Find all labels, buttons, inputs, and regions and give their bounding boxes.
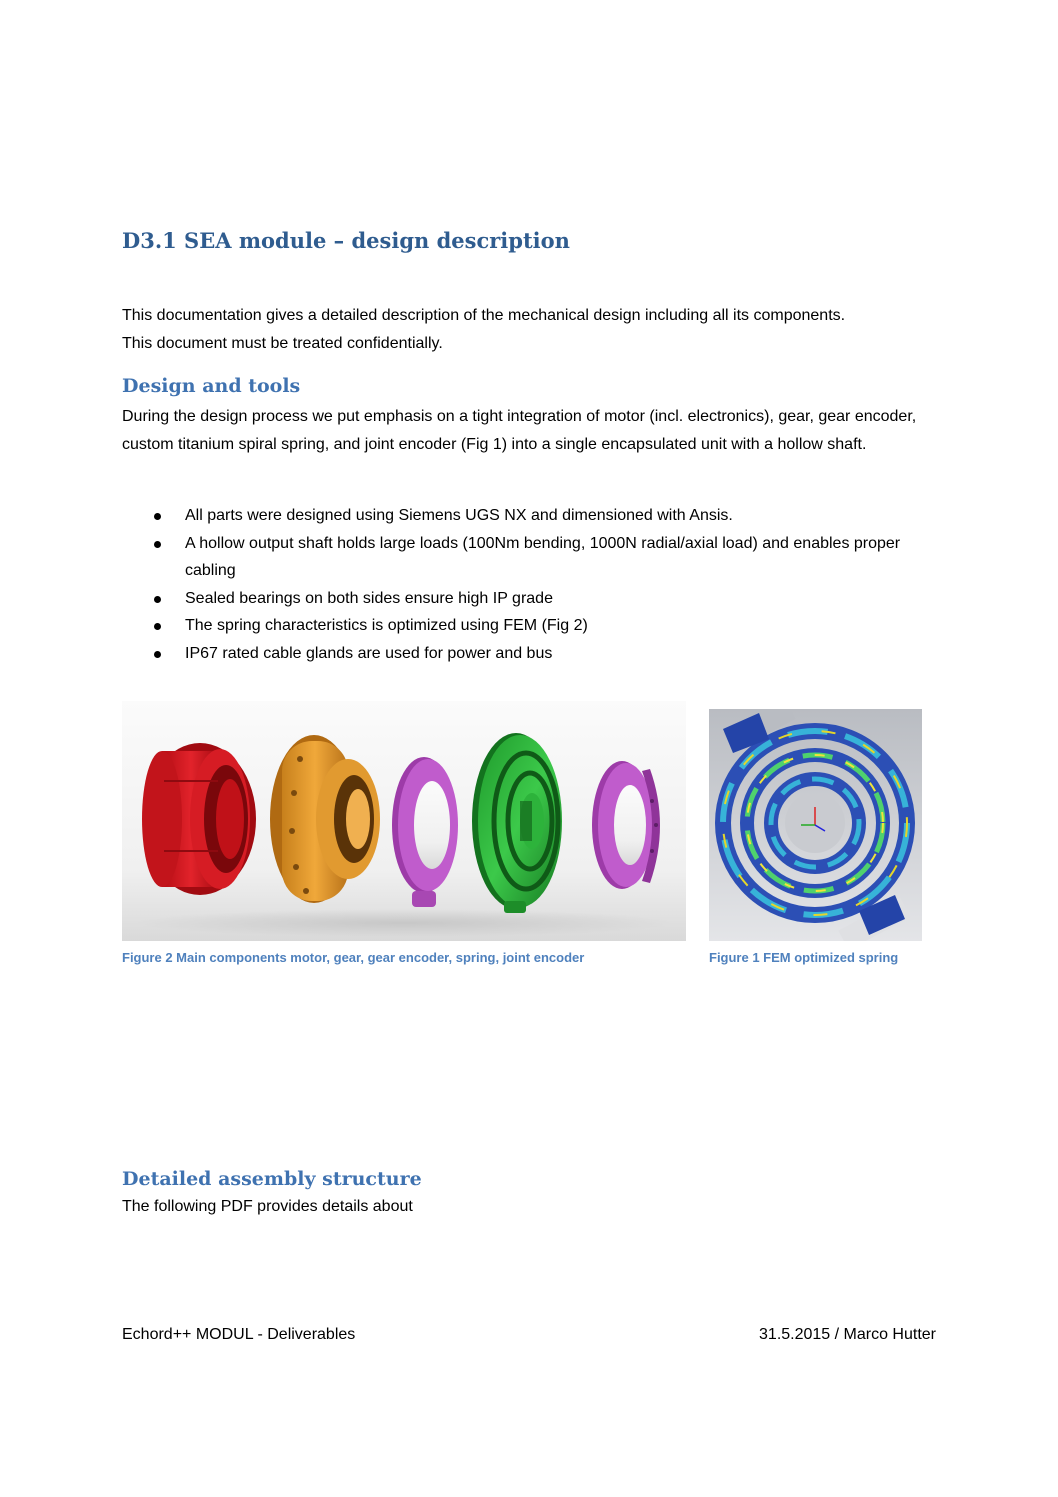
footer-left: Echord++ MODUL - Deliverables [122,1326,356,1343]
components-figure [122,701,686,941]
bullet-item [122,530,932,585]
components-render [122,701,686,941]
bullet-text: The spring characteristics is optimized using FEM (Fig 2) [185,617,588,634]
design-paragraph-text: During the design process we put emphasis on a tight integration of motor (incl. electronics), gear, gear encoder, custom titanium spiral spring, and joint encoder (Fig 1) into a single encapsulated unit with a hollow shaft. [122,408,917,453]
assembly-paragraph: The following PDF provides details about [122,1198,413,1215]
fem-spring-figure [709,709,922,941]
assembly-heading: Detailed assembly structure [122,1168,422,1190]
bullet-icon [154,596,161,603]
intro-line-2: This document must be treated confidentially. [122,334,443,352]
bullet-text: IP67 rated cable glands are used for power and bus [185,644,553,662]
joint-encoder-part [592,761,660,889]
bullet-icon [154,541,161,548]
fem-spring-render [709,709,922,941]
design-bullet-list [122,502,932,667]
fem-figure-caption: Figure 1 FEM optimized spring [709,950,899,965]
components-figure-caption: Figure 2 Main components motor, gear, gear encoder, spring, joint encoder [122,950,585,965]
bullet-item [122,585,932,613]
bullet-text: Sealed bearings on both sides ensure high IP grade [185,589,553,607]
footer-right: 31.5.2015 / Marco Hutter [759,1326,936,1343]
design-tools-heading: Design and tools [122,375,301,397]
bullet-icon [154,651,161,658]
bullet-text: All parts were designed using Siemens UGS NX and dimensioned with Ansis. [185,507,733,524]
document-title: D3.1 SEA module – design description [122,228,570,253]
design-paragraph [122,403,932,458]
intro-line-1: This documentation gives a detailed description of the mechanical design including all its components. [122,307,846,324]
motor-part [142,743,256,895]
bullet-item [122,612,932,640]
bullet-icon [154,513,161,520]
intro-paragraph [122,302,932,357]
bullet-item [122,502,932,530]
bullet-icon [154,623,161,630]
bullet-text: A hollow output shaft holds large loads (100Nm bending, 1000N radial/axial load) and enables proper cabling [185,534,901,579]
bullet-item [122,640,932,668]
